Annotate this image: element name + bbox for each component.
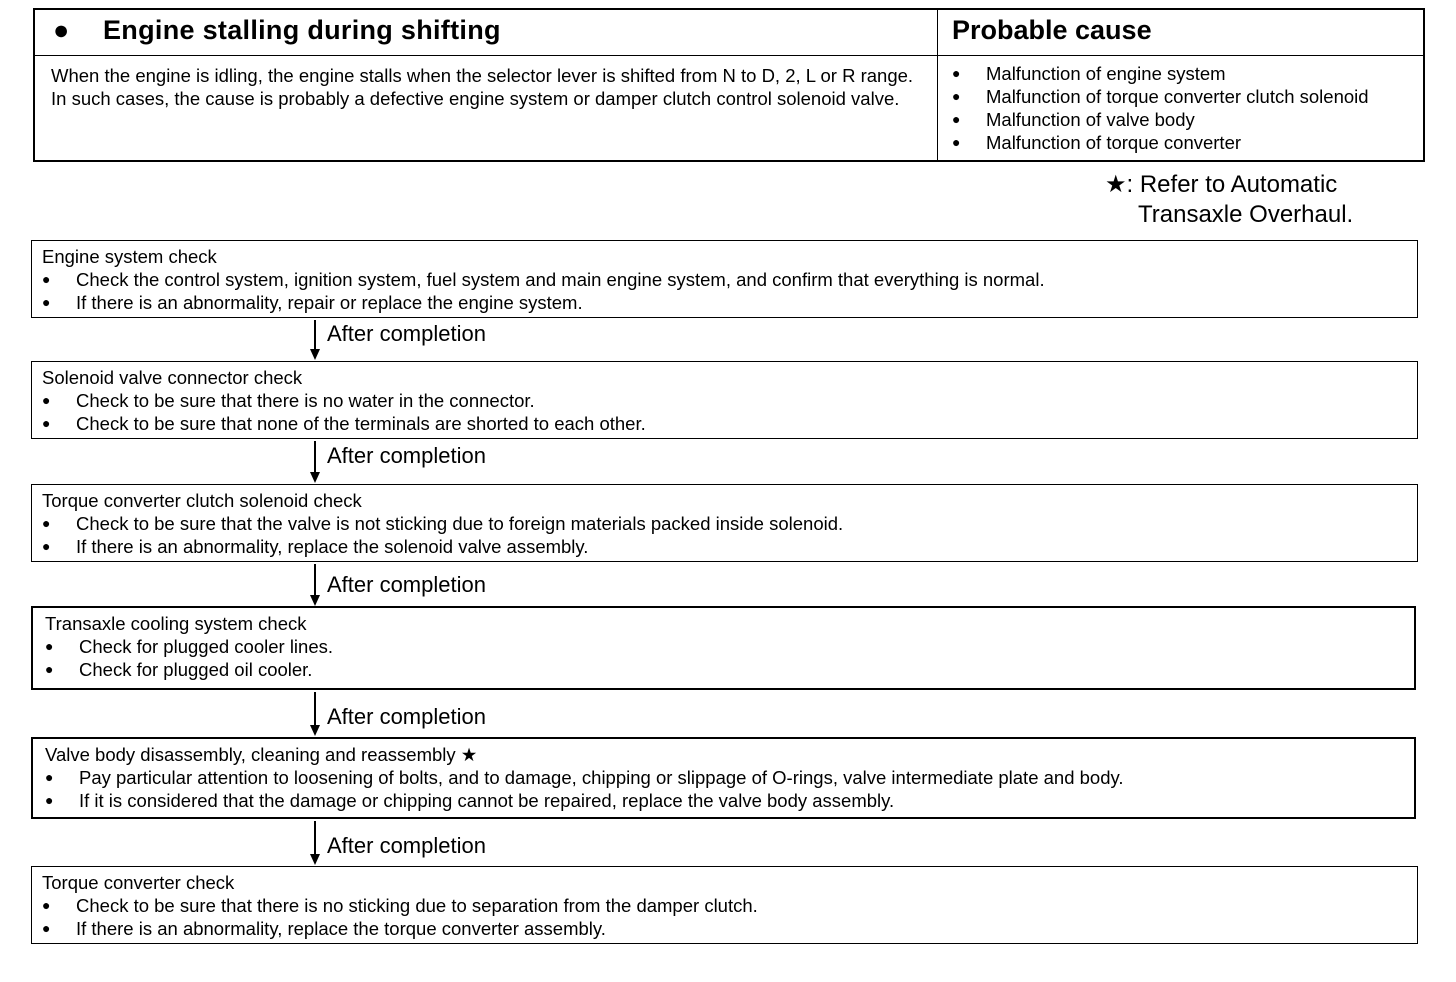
table-row-divider <box>35 55 1423 56</box>
step-item-list <box>45 635 1404 681</box>
symptom-table <box>33 8 1425 162</box>
after-completion-label: After completion <box>327 833 486 858</box>
step-valve-body-disassembly <box>31 737 1416 819</box>
symptom-description: When the engine is idling, the engine stalls when the selector lever is shifted from N to D, 2, L or R range. In such cases, the cause is probably a defective engine system or damper clutch control solenoid valve. <box>51 65 914 109</box>
step-item: ● If there is an abnormality, replace the torque converter assembly. <box>42 917 1407 940</box>
overhaul-reference-note <box>1105 170 1353 230</box>
table-column-divider <box>937 10 938 160</box>
step-title: Valve body disassembly, cleaning and reassembly ★ <box>45 744 478 765</box>
step-item: ● Check the control system, ignition system, fuel system and main engine system, and confirm that everything is normal. <box>42 268 1407 291</box>
flow-arrow <box>314 441 316 481</box>
probable-cause-item: ● Malfunction of valve body <box>952 108 1369 131</box>
step-item: ● Check for plugged oil cooler. <box>45 658 1404 681</box>
step-item-list <box>42 389 1407 435</box>
flow-arrow <box>314 320 316 358</box>
step-title: Engine system check <box>42 246 217 267</box>
probable-cause-item: ● Malfunction of torque converter clutch solenoid <box>952 85 1369 108</box>
after-completion-label: After completion <box>327 321 486 346</box>
step-item: ● If there is an abnormality, replace the solenoid valve assembly. <box>42 535 1407 558</box>
step-torque-converter-clutch-solenoid-check <box>31 484 1418 562</box>
symptom-title-text: Engine stalling during shifting <box>103 15 501 45</box>
step-title: Torque converter check <box>42 872 235 893</box>
step-title: Solenoid valve connector check <box>42 367 303 388</box>
step-item: ● Check to be sure that the valve is not sticking due to foreign materials packed inside solenoid. <box>42 512 1407 535</box>
step-item-list <box>42 268 1407 314</box>
symptom-bullet: ● <box>53 15 70 45</box>
step-item: ● Check to be sure that there is no sticking due to separation from the damper clutch. <box>42 894 1407 917</box>
step-solenoid-connector-check <box>31 361 1418 439</box>
step-item-list <box>45 766 1404 812</box>
step-torque-converter-check <box>31 866 1418 944</box>
step-title: Transaxle cooling system check <box>45 613 307 634</box>
flow-arrow <box>314 821 316 863</box>
probable-cause-heading: Probable cause <box>952 15 1152 45</box>
step-item: ● If it is considered that the damage or chipping cannot be repaired, replace the valve body assembly. <box>45 789 1404 812</box>
step-item-list <box>42 894 1407 940</box>
step-item: ● Pay particular attention to loosening of bolts, and to damage, chipping or slippage of O-rings, valve intermediate plate and body. <box>45 766 1404 789</box>
step-item: ● Check for plugged cooler lines. <box>45 635 1404 658</box>
probable-cause-item: ● Malfunction of torque converter <box>952 131 1369 154</box>
note-line-2: Transaxle Overhaul. <box>1138 201 1354 228</box>
symptom-title <box>53 15 501 46</box>
flow-arrow <box>314 692 316 734</box>
step-engine-system-check <box>31 240 1418 318</box>
probable-cause-list <box>952 62 1369 154</box>
after-completion-label: After completion <box>327 572 486 597</box>
step-item: ● Check to be sure that none of the terminals are shorted to each other. <box>42 412 1407 435</box>
flow-arrow <box>314 564 316 604</box>
step-item: ● If there is an abnormality, repair or replace the engine system. <box>42 291 1407 314</box>
step-item: ● Check to be sure that there is no water in the connector. <box>42 389 1407 412</box>
note-line-1: ★: Refer to Automatic <box>1105 171 1338 198</box>
after-completion-label: After completion <box>327 704 486 729</box>
step-item-list <box>42 512 1407 558</box>
probable-cause-item: ● Malfunction of engine system <box>952 62 1369 85</box>
after-completion-label: After completion <box>327 443 486 468</box>
step-title: Torque converter clutch solenoid check <box>42 490 362 511</box>
step-transaxle-cooling-system-check <box>31 606 1416 690</box>
